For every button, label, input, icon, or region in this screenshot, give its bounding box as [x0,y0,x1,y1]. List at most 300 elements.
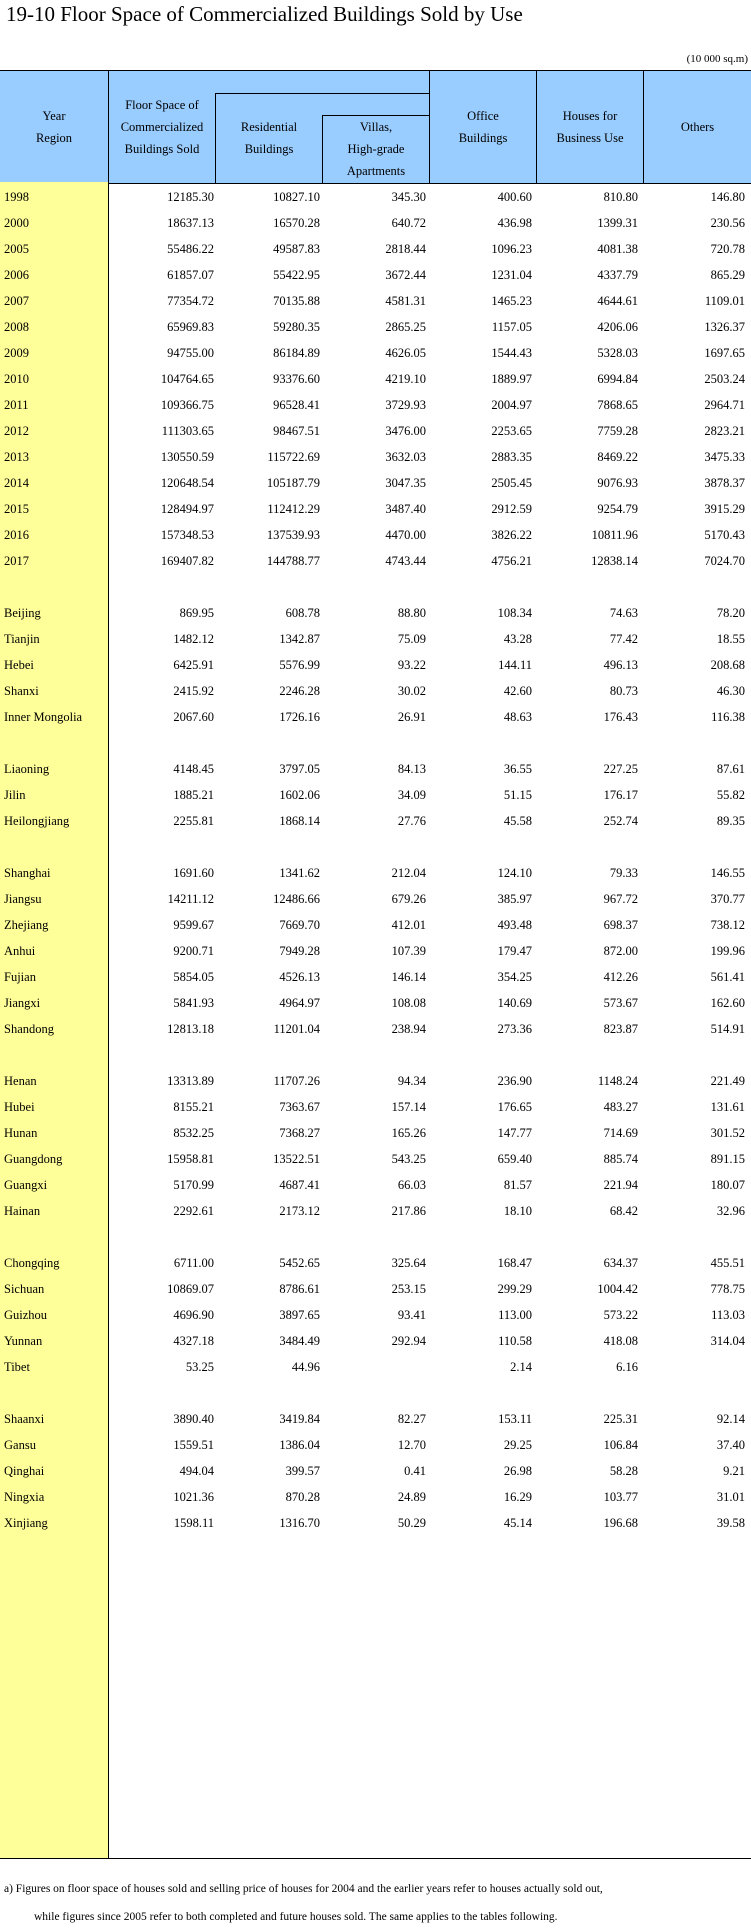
cell-value: 385.97 [497,892,532,906]
cell-value: 106.84 [603,1438,638,1452]
cell-value: 698.37 [603,918,638,932]
header-total [109,71,215,183]
cell-value: 714.69 [603,1126,638,1140]
cell-value: 84.13 [397,762,426,776]
cell-value: 46.30 [716,684,745,698]
header-office [430,71,536,183]
cell-value: 115722.69 [267,450,320,464]
cell-value: 179.47 [497,944,532,958]
cell-value: 176.17 [603,788,638,802]
header-office-line1: Office [467,109,499,123]
cell-value: 4687.41 [279,1178,320,1192]
cell-value: 810.80 [603,190,638,204]
header-villas-line3: Apartments [346,164,406,178]
cell-value: 2173.12 [279,1204,320,1218]
cell-value: 162.60 [710,996,745,1010]
cell-value: 49587.83 [273,242,320,256]
row-label: Gansu [4,1438,36,1452]
cell-value: 236.90 [497,1074,532,1088]
cell-value: 1231.04 [491,268,532,282]
cell-value: 9076.93 [597,476,638,490]
cell-value: 82.27 [397,1412,426,1426]
cell-value: 5452.65 [279,1256,320,1270]
header-year: Year [42,109,66,123]
cell-value: 345.30 [391,190,426,204]
cell-value: 1544.43 [491,346,532,360]
cell-value: 65969.83 [167,320,214,334]
cell-value: 55.82 [716,788,745,802]
cell-value: 196.68 [603,1516,638,1530]
cell-value: 2067.60 [173,710,214,724]
cell-value: 608.78 [285,606,320,620]
cell-value: 1157.05 [491,320,532,334]
row-label: Fujian [4,970,36,984]
table-header [0,70,751,184]
cell-value: 573.67 [603,996,638,1010]
cell-value: 1465.23 [491,294,532,308]
cell-value: 6711.00 [173,1256,214,1270]
cell-value: 3797.05 [279,762,320,776]
cell-value: 418.08 [603,1334,638,1348]
cell-value: 16570.28 [273,216,320,230]
cell-value: 4081.38 [597,242,638,256]
cell-value: 86184.89 [273,346,320,360]
cell-value: 3419.84 [279,1412,320,1426]
cell-value: 891.15 [710,1152,745,1166]
cell-value: 7868.65 [597,398,638,412]
table-bottom-border [0,1858,751,1859]
cell-value: 493.48 [497,918,532,932]
cell-value: 4626.05 [385,346,426,360]
cell-value: 113.00 [498,1308,532,1322]
cell-value: 157.14 [391,1100,426,1114]
cell-value: 16.29 [503,1490,532,1504]
unit-label: (10 000 sq.m) [686,53,748,65]
cell-value: 212.04 [391,866,426,880]
cell-value: 872.00 [603,944,638,958]
cell-value: 3487.40 [385,502,426,516]
cell-value: 12813.18 [167,1022,214,1036]
footnote-line: a) Figures on floor space of houses sold and selling price of houses for 2004 and the earlier years refer to houses actually sold out, [4,1883,603,1895]
cell-value: 659.40 [497,1152,532,1166]
cell-value: 514.91 [710,1022,745,1036]
header-villas [323,115,429,183]
row-label: Tibet [4,1360,30,1374]
cell-value: 1342.87 [279,632,320,646]
cell-value: 11201.04 [273,1022,320,1036]
row-label: Henan [4,1074,37,1088]
cell-value: 4219.10 [385,372,426,386]
cell-value: 221.49 [710,1074,745,1088]
cell-value: 109366.75 [160,398,214,412]
cell-value: 11707.26 [273,1074,320,1088]
header-divider [215,93,216,183]
cell-value: 87.61 [716,762,745,776]
row-label: 2012 [4,424,29,438]
cell-value: 96528.41 [273,398,320,412]
row-label: Beijing [4,606,41,620]
cell-value: 314.04 [710,1334,745,1348]
cell-value: 2004.97 [491,398,532,412]
header-total-line3: Buildings Sold [124,142,200,156]
cell-value: 153.11 [498,1412,532,1426]
cell-value: 561.41 [710,970,745,984]
cell-value: 2964.71 [704,398,745,412]
cell-value: 253.15 [391,1282,426,1296]
cell-value: 4743.44 [385,554,426,568]
cell-value: 130550.59 [160,450,214,464]
cell-value: 1482.12 [173,632,214,646]
cell-value: 108.34 [497,606,532,620]
cell-value: 4470.00 [385,528,426,542]
cell-value: 43.28 [503,632,532,646]
cell-value: 3476.00 [385,424,426,438]
cell-value: 5328.03 [597,346,638,360]
cell-value: 1326.37 [704,320,745,334]
row-label: Zhejiang [4,918,49,932]
cell-value: 180.07 [710,1178,745,1192]
header-total-line1: Floor Space of [125,98,199,112]
cell-value: 217.86 [391,1204,426,1218]
cell-value: 12185.30 [167,190,214,204]
header-region: Region [35,131,73,145]
cell-value: 2823.21 [704,424,745,438]
header-divider [215,93,429,94]
cell-value: 3632.03 [385,450,426,464]
row-label: 2015 [4,502,29,516]
cell-value: 1109.01 [704,294,745,308]
cell-value: 10827.10 [273,190,320,204]
cell-value: 144788.77 [266,554,320,568]
row-label: 2006 [4,268,29,282]
cell-value: 354.25 [497,970,532,984]
cell-value: 7949.28 [279,944,320,958]
cell-value: 7669.70 [279,918,320,932]
row-label: Sichuan [4,1282,45,1296]
cell-value: 146.14 [391,970,426,984]
cell-value: 12838.14 [591,554,638,568]
cell-value: 885.74 [603,1152,638,1166]
cell-value: 113.03 [711,1308,745,1322]
row-label: Anhui [4,944,36,958]
cell-value: 5841.93 [173,996,214,1010]
cell-value: 18.10 [503,1204,532,1218]
row-label: 2008 [4,320,29,334]
cell-value: 573.22 [603,1308,638,1322]
cell-value: 104764.65 [160,372,214,386]
cell-value: 137539.93 [266,528,320,542]
cell-value: 9200.71 [173,944,214,958]
row-label: Heilongjiang [4,814,70,828]
row-label: 1998 [4,190,29,204]
cell-value: 4696.90 [173,1308,214,1322]
cell-value: 3729.93 [385,398,426,412]
row-label: 2007 [4,294,29,308]
cell-value: 8469.22 [597,450,638,464]
row-label: Hainan [4,1204,41,1218]
cell-value: 2255.81 [173,814,214,828]
cell-value: 74.63 [609,606,638,620]
header-divider [429,71,430,183]
cell-value: 4337.79 [597,268,638,282]
cell-value: 66.03 [397,1178,426,1192]
cell-value: 13522.51 [273,1152,320,1166]
cell-value: 12486.66 [273,892,320,906]
cell-value: 5170.99 [173,1178,214,1192]
cell-value: 146.55 [710,866,745,880]
cell-value: 105187.79 [266,476,320,490]
header-business-line2: Business Use [556,131,624,145]
cell-value: 227.25 [603,762,638,776]
cell-value: 55486.22 [167,242,214,256]
cell-value: 94755.00 [167,346,214,360]
cell-value: 325.64 [391,1256,426,1270]
cell-value: 26.98 [503,1464,532,1478]
cell-value: 15958.81 [167,1152,214,1166]
cell-value: 128494.97 [160,502,214,516]
row-label: 2000 [4,216,29,230]
cell-value: 3890.40 [173,1412,214,1426]
row-label: Tianjin [4,632,40,646]
cell-value: 412.01 [391,918,426,932]
cell-value: 3047.35 [385,476,426,490]
cell-value: 18637.13 [167,216,214,230]
cell-value: 2865.25 [385,320,426,334]
cell-value: 75.09 [397,632,426,646]
cell-value: 131.61 [710,1100,745,1114]
row-label: Shanxi [4,684,39,698]
header-office-line2: Buildings [458,131,508,145]
cell-value: 412.26 [603,970,638,984]
cell-value: 140.69 [497,996,532,1010]
row-label: 2014 [4,476,29,490]
cell-value: 2292.61 [173,1204,214,1218]
cell-value: 26.91 [397,710,426,724]
cell-value: 93.41 [397,1308,426,1322]
cell-value: 4964.97 [279,996,320,1010]
row-label: Chongqing [4,1256,60,1270]
cell-value: 3672.44 [385,268,426,282]
row-label: 2010 [4,372,29,386]
cell-value: 144.11 [498,658,532,672]
cell-value: 36.55 [503,762,532,776]
cell-value: 865.29 [710,268,745,282]
cell-value: 1602.06 [279,788,320,802]
cell-value: 436.98 [497,216,532,230]
row-label: Hebei [4,658,34,672]
cell-value: 4644.61 [597,294,638,308]
footnote-line: while figures since 2005 refer to both completed and future houses sold. The same applies to the tables following. [34,1911,558,1923]
row-label: 2011 [4,398,29,412]
cell-value: 1096.23 [491,242,532,256]
header-business [537,71,643,183]
cell-value: 29.25 [503,1438,532,1452]
cell-value: 2503.24 [704,372,745,386]
cell-value: 1598.11 [173,1516,214,1530]
cell-value: 68.42 [609,1204,638,1218]
cell-value: 778.75 [710,1282,745,1296]
cell-value: 8786.61 [279,1282,320,1296]
cell-value: 3484.49 [279,1334,320,1348]
row-label: Shanghai [4,866,51,880]
cell-value: 6.16 [616,1360,638,1374]
cell-value: 208.68 [710,658,745,672]
cell-value: 679.26 [391,892,426,906]
cell-value: 2415.92 [173,684,214,698]
cell-value: 27.76 [397,814,426,828]
row-label: 2013 [4,450,29,464]
cell-value: 292.94 [391,1334,426,1348]
cell-value: 2912.59 [491,502,532,516]
cell-value: 116.38 [711,710,745,724]
footnote [4,1875,749,1931]
cell-value: 18.55 [716,632,745,646]
cell-value: 4756.21 [491,554,532,568]
cell-value: 496.13 [603,658,638,672]
cell-value: 2818.44 [385,242,426,256]
cell-value: 6994.84 [597,372,638,386]
cell-value: 77354.72 [167,294,214,308]
row-label: Yunnan [4,1334,43,1348]
cell-value: 869.95 [179,606,214,620]
cell-value: 199.96 [710,944,745,958]
row-label: Inner Mongolia [4,710,83,724]
cell-value: 273.36 [497,1022,532,1036]
row-label: Hunan [4,1126,38,1140]
cell-value: 0.41 [404,1464,426,1478]
cell-value: 55422.95 [273,268,320,282]
cell-value: 8532.25 [173,1126,214,1140]
cell-value: 1148.24 [597,1074,638,1088]
cell-value: 70135.88 [273,294,320,308]
cell-value: 225.31 [603,1412,638,1426]
cell-value: 870.28 [285,1490,320,1504]
cell-value: 42.60 [503,684,532,698]
cell-value: 543.25 [391,1152,426,1166]
cell-value: 7024.70 [704,554,745,568]
cell-value: 301.52 [710,1126,745,1140]
cell-value: 4148.45 [173,762,214,776]
row-label: Guangdong [4,1152,63,1166]
row-label: Jiangxi [4,996,41,1010]
header-villas-line1: Villas, [359,120,393,134]
header-others [644,71,751,183]
cell-value: 53.25 [185,1360,214,1374]
cell-value: 44.96 [291,1360,320,1374]
cell-value: 238.94 [391,1022,426,1036]
cell-value: 1697.65 [704,346,745,360]
cell-value: 108.08 [391,996,426,1010]
row-label: Shandong [4,1022,54,1036]
header-divider [536,71,537,183]
cell-value: 1559.51 [173,1438,214,1452]
cell-value: 120648.54 [160,476,214,490]
cell-value: 48.63 [503,710,532,724]
header-residential-line1: Residential [240,120,298,134]
cell-value: 1021.36 [173,1490,214,1504]
cell-value: 98467.51 [273,424,320,438]
cell-value: 10869.07 [167,1282,214,1296]
cell-value: 400.60 [497,190,532,204]
header-divider [322,115,323,183]
cell-value: 2246.28 [279,684,320,698]
table-row [0,1507,751,1539]
cell-value: 4526.13 [279,970,320,984]
cell-value: 50.29 [397,1516,426,1530]
row-label: Ningxia [4,1490,45,1504]
cell-value: 124.10 [497,866,532,880]
cell-value: 455.51 [710,1256,745,1270]
cell-value: 45.58 [503,814,532,828]
cell-value: 32.96 [716,1204,745,1218]
row-label: Guizhou [4,1308,48,1322]
cell-value: 230.56 [710,216,745,230]
cell-value: 9.21 [723,1464,745,1478]
cell-value: 823.87 [603,1022,638,1036]
cell-value: 34.09 [397,788,426,802]
cell-value: 24.89 [397,1490,426,1504]
cell-value: 3897.65 [279,1308,320,1322]
cell-value: 30.02 [397,684,426,698]
header-others-label: Others [680,120,715,134]
cell-value: 8155.21 [173,1100,214,1114]
row-label: Jilin [4,788,26,802]
cell-value: 157348.53 [160,528,214,542]
cell-value: 92.14 [716,1412,745,1426]
cell-value: 93376.60 [273,372,320,386]
page-title: 19-10 Floor Space of Commercialized Buildings Sold by Use [6,2,523,26]
cell-value: 494.04 [179,1464,214,1478]
cell-value: 1399.31 [597,216,638,230]
cell-value: 6425.91 [173,658,214,672]
row-label: 2016 [4,528,29,542]
cell-value: 1004.42 [597,1282,638,1296]
header-year-region [0,71,108,183]
cell-value: 112412.29 [267,502,320,516]
cell-value: 93.22 [397,658,426,672]
row-label: 2017 [4,554,29,568]
cell-value: 37.40 [716,1438,745,1452]
cell-value: 14211.12 [167,892,214,906]
cell-value: 4581.31 [385,294,426,308]
cell-value: 1691.60 [173,866,214,880]
cell-value: 51.15 [503,788,532,802]
cell-value: 1386.04 [279,1438,320,1452]
row-label: Hubei [4,1100,35,1114]
cell-value: 1316.70 [279,1516,320,1530]
row-label: Qinghai [4,1464,45,1478]
cell-value: 79.33 [609,866,638,880]
cell-value: 7759.28 [597,424,638,438]
header-villas-line2: High-grade [347,142,405,156]
cell-value: 5576.99 [279,658,320,672]
cell-value: 738.12 [710,918,745,932]
cell-value: 94.34 [397,1074,426,1088]
header-residential [216,93,322,183]
cell-value: 3475.33 [704,450,745,464]
row-label: Shaanxi [4,1412,45,1426]
cell-value: 4206.06 [597,320,638,334]
cell-value: 640.72 [391,216,426,230]
cell-value: 45.14 [503,1516,532,1530]
cell-value: 12.70 [397,1438,426,1452]
cell-value: 483.27 [603,1100,638,1114]
row-label: 2005 [4,242,29,256]
header-divider [643,71,644,183]
header-total-line2: Commercialized [120,120,204,134]
cell-value: 31.01 [716,1490,745,1504]
header-divider [322,115,429,116]
